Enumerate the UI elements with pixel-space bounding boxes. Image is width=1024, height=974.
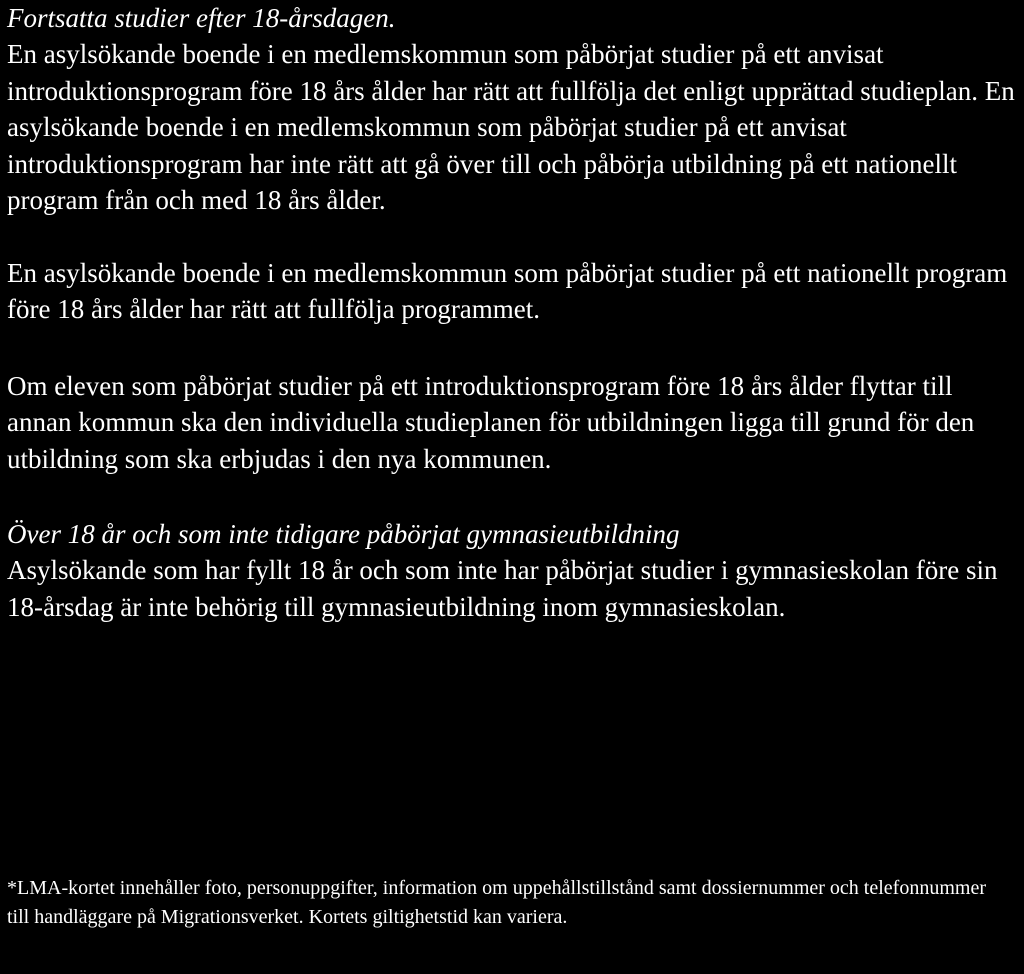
paragraph-national-program: En asylsökande boende i en medlemskommun som påbörjat studier på ett nationellt program före 18 års ålder har rätt att fullfölja programmet. bbox=[7, 257, 1008, 324]
paragraph-moving-municipality: Om eleven som påbörjat studier på ett introduktionsprogram före 18 års ålder flyttar till annan kommun ska den individuella studieplanen för utbildningen ligga till grund för den utbildning som ska erbjudas i den nya kommunen. bbox=[7, 370, 975, 474]
paragraph-over-18: Asylsökande som har fyllt 18 år och som inte har påbörjat studier i gymnasieskolan före sin 18-årsdag är inte behörig till gymnasieutbildning inom gymnasieskolan. bbox=[7, 555, 998, 622]
footnote-lma-card: *LMA-kortet innehåller foto, personuppgifter, information om uppehållstillstånd samt dossiernummer och telefonnummer till handläggare på Migrationsverket. Kortets giltighetstid kan variera. bbox=[7, 877, 986, 928]
paragraph-continued-studies: En asylsökande boende i en medlemskommun som påbörjat studier på ett anvisat introduktionsprogram före 18 års ålder har rätt att fullfölja det enligt upprättad studieplan. En asylsökande boende i en medlemskommun som påbörjat studier på ett anvisat introduktionsprogram har inte rätt att gå över till och påbörja utbildning på ett nationellt program från och med 18 års ålder. bbox=[7, 39, 1015, 215]
document-body bbox=[7, 0, 1019, 625]
section-heading-over-18: Över 18 år och som inte tidigare påbörjat gymnasieutbildning bbox=[7, 519, 680, 549]
section-heading-continued-studies: Fortsatta studier efter 18-årsdagen. bbox=[7, 3, 396, 33]
